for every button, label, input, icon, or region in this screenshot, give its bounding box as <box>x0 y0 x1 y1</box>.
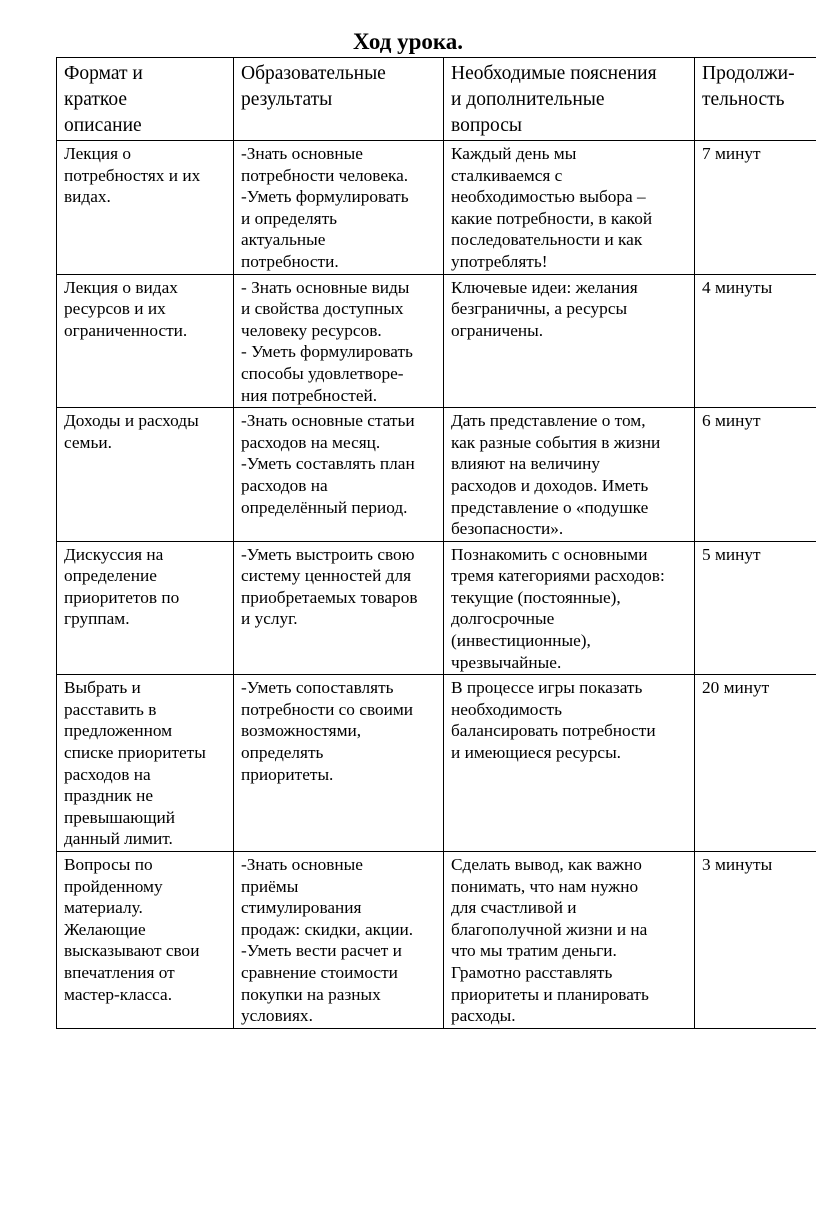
cell-format: Лекция о видах ресурсов и их ограниченности. <box>57 274 234 408</box>
cell-duration: 3 минуты <box>695 852 816 1029</box>
cell-format: Дискуссия на определение приоритетов по группам. <box>57 541 234 675</box>
cell-notes: Ключевые идеи: желания безграничны, а ресурсы ограничены. <box>444 274 695 408</box>
cell-duration: 6 минут <box>695 408 816 542</box>
header-results: Образовательные результаты <box>234 58 444 141</box>
cell-results: -Знать основные приёмы стимулирования продаж: скидки, акции. -Уметь вести расчет и сравнение стоимости покупки на разных условиях. <box>234 852 444 1029</box>
cell-notes: Каждый день мы сталкиваемся с необходимостью выбора – какие потребности, в какой последовательности и как употреблять! <box>444 141 695 275</box>
table-header-row <box>57 58 816 141</box>
lesson-plan-table <box>56 57 816 1029</box>
cell-results: -Знать основные потребности человека. -Уметь формулировать и определять актуальные потребности. <box>234 141 444 275</box>
cell-format: Доходы и расходы семьи. <box>57 408 234 542</box>
cell-notes: В процессе игры показать необходимость балансировать потребности и имеющиеся ресурсы. <box>444 675 695 852</box>
page-title: Ход урока. <box>352 29 464 54</box>
cell-results: -Знать основные статьи расходов на месяц. -Уметь составлять план расходов на определённый период. <box>234 408 444 542</box>
header-notes: Необходимые пояснения и дополнительные вопросы <box>444 58 695 141</box>
table-row <box>57 408 816 542</box>
header-duration: Продолжи- тельность <box>695 58 816 141</box>
table-row <box>57 274 816 408</box>
cell-results: -Уметь выстроить свою систему ценностей для приобретаемых товаров и услуг. <box>234 541 444 675</box>
cell-format: Выбрать и расставить в предложенном списке приоритеты расходов на праздник не превышающий данный лимит. <box>57 675 234 852</box>
cell-notes: Сделать вывод, как важно понимать, что нам нужно для счастливой и благополучной жизни и на что мы тратим деньги. Грамотно расставлять приоритеты и планировать расходы. <box>444 852 695 1029</box>
cell-notes: Познакомить с основными тремя категориями расходов: текущие (постоянные), долгосрочные (инвестиционные), чрезвычайные. <box>444 541 695 675</box>
header-format: Формат и краткое описание <box>57 58 234 141</box>
cell-results: - Знать основные виды и свойства доступных человеку ресурсов. - Уметь формулировать способы удовлетворе- ния потребностей. <box>234 274 444 408</box>
cell-results: -Уметь сопоставлять потребности со своими возможностями, определять приоритеты. <box>234 675 444 852</box>
cell-duration: 7 минут <box>695 141 816 275</box>
table-row <box>57 141 816 275</box>
table-row <box>57 675 816 852</box>
cell-notes: Дать представление о том, как разные события в жизни влияют на величину расходов и доходов. Иметь представление о «подушке безопасности». <box>444 408 695 542</box>
table-row <box>57 852 816 1029</box>
cell-duration: 20 минут <box>695 675 816 852</box>
cell-format: Вопросы по пройденному материалу. Желающие высказывают свои впечатления от мастер-класса. <box>57 852 234 1029</box>
cell-duration: 4 минуты <box>695 274 816 408</box>
cell-format: Лекция о потребностях и их видах. <box>57 141 234 275</box>
table-row <box>57 541 816 675</box>
cell-duration: 5 минут <box>695 541 816 675</box>
